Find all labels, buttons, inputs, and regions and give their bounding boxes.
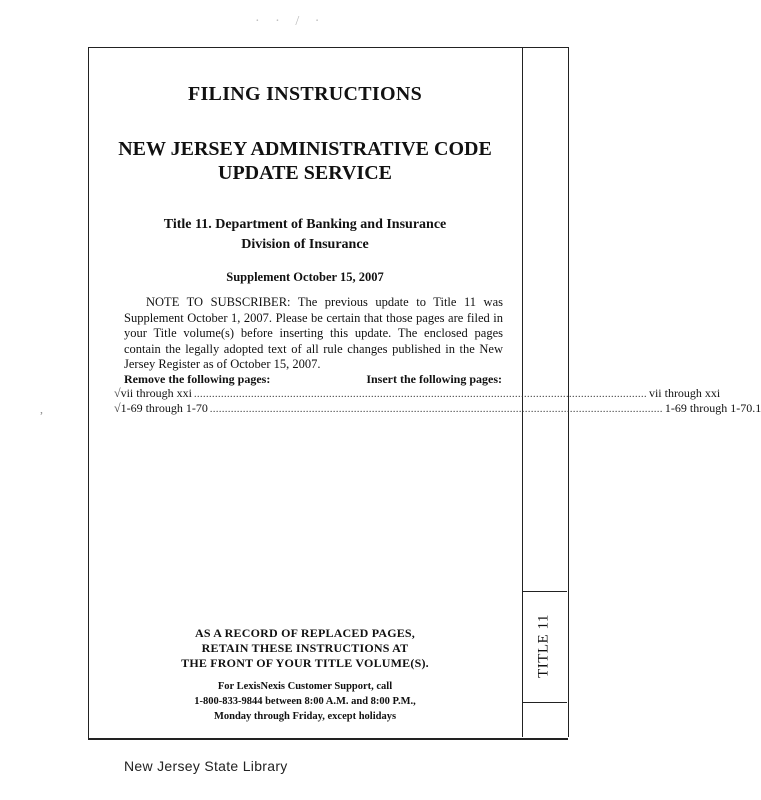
record-line3: THE FRONT OF YOUR TITLE VOLUME(S). bbox=[181, 656, 429, 670]
support-line3: Monday through Friday, except holidays bbox=[213, 711, 397, 722]
table-row bbox=[114, 386, 721, 401]
stray-mark: , bbox=[40, 402, 43, 416]
code-title-line1: NEW JERSEY ADMINISTRATIVE CODE bbox=[118, 138, 492, 160]
remove-range: vii through xxi bbox=[120, 386, 192, 400]
support-line2: 1-800-833-9844 between 8:00 A.M. and 8:00 P.M., bbox=[194, 696, 416, 707]
leader-dots: ....................................................................................................................................................... bbox=[193, 389, 647, 400]
subscriber-note: NOTE TO SUBSCRIBER: The previous update to Title 11 was Supplement October 1, 2007. Please be certain that those pages are filed in your Title volume(s) before inserting this update. The enclosed pages contain the legally adopted text of all rule changes published in the New Jersey Register as of October 15, 2007. bbox=[124, 295, 503, 371]
supplement-date: Supplement October 15, 2007 bbox=[226, 270, 384, 284]
scan-marks: · · / · bbox=[255, 14, 326, 29]
record-line1: AS A RECORD OF REPLACED PAGES, bbox=[194, 626, 416, 640]
record-notice bbox=[88, 626, 522, 671]
insert-range: 1-69 through 1-70.1 bbox=[664, 401, 761, 415]
division-line: Division of Insurance bbox=[241, 237, 369, 252]
page-title: FILING INSTRUCTIONS bbox=[187, 83, 423, 105]
check-mark-icon: √ bbox=[114, 401, 121, 415]
title-tab-label: TITLE 11 bbox=[535, 614, 552, 678]
support-info bbox=[88, 679, 522, 724]
title-line: Title 11. Department of Banking and Insurance bbox=[163, 217, 447, 232]
code-title-line2: UPDATE SERVICE bbox=[218, 162, 392, 184]
insert-pages-header: Insert the following pages: bbox=[366, 372, 502, 386]
remove-range: 1-69 through 1-70 bbox=[120, 401, 208, 415]
remove-pages-header: Remove the following pages: bbox=[124, 372, 271, 386]
record-line2: RETAIN THESE INSTRUCTIONS AT bbox=[201, 641, 409, 655]
library-stamp: New Jersey State Library bbox=[124, 758, 288, 774]
code-title bbox=[88, 137, 522, 185]
support-line1: For LexisNexis Customer Support, call bbox=[217, 681, 393, 692]
table-row bbox=[114, 401, 761, 416]
insert-range: vii through xxi bbox=[648, 386, 721, 400]
title-heading bbox=[88, 215, 522, 255]
leader-dots: ....................................................................................................................................................... bbox=[209, 404, 663, 415]
check-mark-icon: √ bbox=[114, 386, 121, 400]
